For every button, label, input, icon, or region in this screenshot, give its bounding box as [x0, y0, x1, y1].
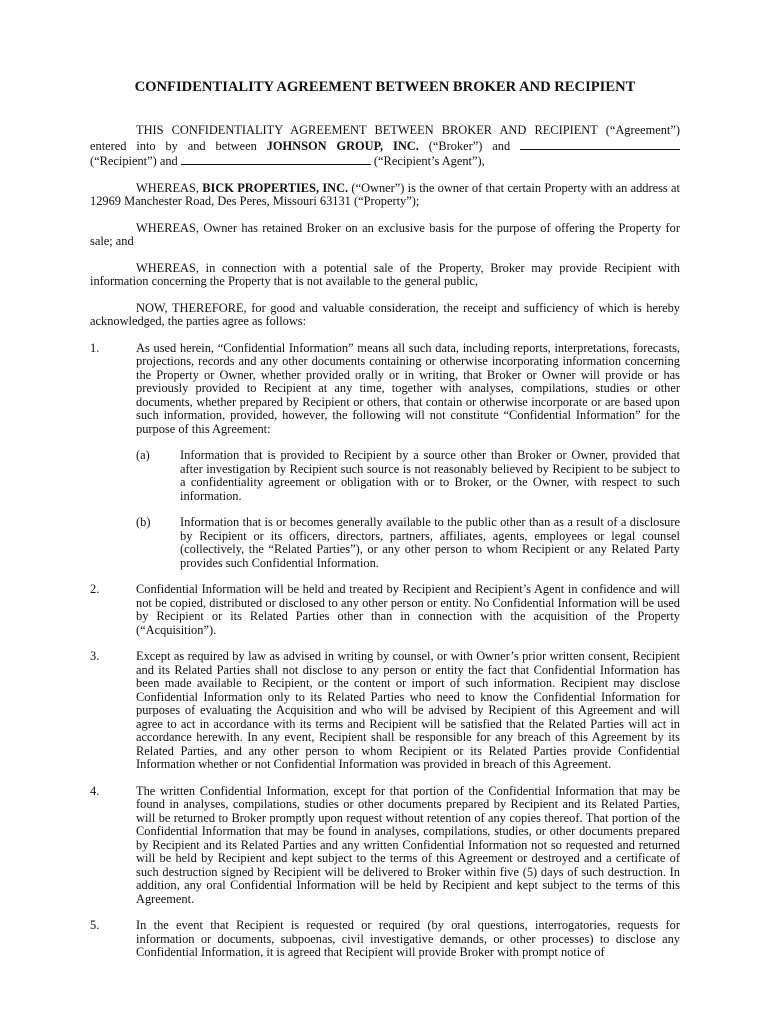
sub-item-text: Information that is or becomes generally available to the public other than as a result of a disclosure by Recipient or its officers, directors, partners, affiliates, agents, employees or legal counsel (collectively, the “Related Parties”), or any other person to whom Recipient or any Related Party provides such Confidential Information. [180, 515, 680, 570]
whereas-owner-paragraph [90, 182, 680, 209]
intro-paragraph [90, 124, 680, 169]
item-body [136, 785, 680, 907]
item-number: 2. [90, 582, 100, 596]
item-body [136, 583, 680, 637]
item-body [136, 342, 680, 571]
whereas-broker-paragraph: WHEREAS, Owner has retained Broker on an exclusive basis for the purpose of offering the Property for sale; and [90, 220, 680, 248]
intro-text-2: (“Broker”) and [418, 138, 521, 153]
document-title: CONFIDENTIALITY AGREEMENT BETWEEN BROKER AND RECIPIENT [134, 79, 636, 95]
sub-item-letter: (b) [136, 515, 151, 529]
item-text: Confidential Information will be held and treated by Recipient and Recipient’s Agent in confidence and will not be copied, distributed or disclosed to any other person or entity. No Confidential Information will be used by Recipient or its Related Parties other than in connection with the acquisition of the Property (“Acquisition”). [136, 582, 680, 637]
list-item [90, 919, 680, 960]
intro-text-3: (“Recipient”) and [90, 154, 181, 168]
owner-name: BICK PROPERTIES, INC. [202, 180, 349, 195]
list-item [90, 342, 680, 571]
recipient-agent-blank[interactable] [181, 153, 371, 165]
list-item [90, 785, 680, 907]
broker-name: JOHNSON GROUP, INC. [266, 138, 419, 153]
item-number: 1. [90, 340, 100, 355]
recipient-name-blank[interactable] [520, 138, 680, 150]
list-item [90, 583, 680, 637]
item-text: The written Confidential Information, except for that portion of the Confidential Information that may be found in analyses, compilations, studies or other documents prepared by Recipient and its Related Parties, will be returned to Broker promptly upon request without retention of any copies thereof. That portion of the Confidential Information that may be found in analyses, compilations, studies, or other documents prepared by Recipient and its Related Parties and any written Confidential Information not so requested and returned will be held by Recipient and kept subject to the terms of this Agreement or destroyed and a certificate of such destruction signed by Recipient will be delivered to Broker within five (5) days of such destruction. In addition, any oral Confidential Information will be held by Recipient and kept subject to the terms of this Agreement. [136, 783, 680, 906]
item-text: In the event that Recipient is requested or required (by oral questions, interrogatories, requests for information or documents, subpoenas, civil investigative demands, or other processes) to disclose any Confidential Information, it is agreed that Recipient will provide Broker with prompt notice of [136, 918, 680, 959]
sub-item [136, 516, 680, 570]
whereas1-text-1: WHEREAS, [136, 180, 203, 195]
item-number: 3. [90, 649, 100, 663]
sub-item [136, 449, 680, 503]
item-text: As used herein, “Confidential Information” means all such data, including reports, interpretations, forecasts, projections, records and any other documents containing or otherwise incorporating information concerning the Property or Owner, whether provided orally or in writing, that Broker or Owner will provide or has previously provided to Recipient at any time, together with analyses, compilations, studies or other documents, whether prepared by Recipient or others, that contain or otherwise incorporate or are based upon such information, provided, however, the following will not constitute “Confidential Information” for the purpose of this Agreement: [136, 340, 680, 436]
item-number: 4. [90, 783, 100, 798]
intro-text-4: (“Recipient’s Agent”), [370, 154, 485, 168]
now-therefore-paragraph: NOW, THEREFORE, for good and valuable consideration, the receipt and sufficiency of which is hereby acknowledged, the parties agree as follows: [90, 300, 680, 328]
item-number: 5. [90, 918, 100, 932]
whereas1-text-2: (“Owner”) is the owner of that certain Property with an address at 12969 Manchester Road, Des Peres, Missouri 63131 (“Property”); [90, 180, 680, 208]
intro-text-1: THIS CONFIDENTIALITY AGREEMENT BETWEEN BROKER AND RECIPIENT (“Agreement”) entered into by and between [90, 123, 680, 153]
item-body [136, 650, 680, 772]
item-text: Except as required by law as advised in writing by counsel, or with Owner’s prior written consent, Recipient and its Related Parties shall not disclose to any person or entity the fact that Confidential Information has been made available to Recipient, or the content or import of such information. Recipient may disclose Confidential Information only to its Related Parties who need to know the Confidential Information for purposes of evaluating the Acquisition and who will be advised by Recipient of this Agreement and will agree to act in accordance with its terms and Recipient will be satisfied that the Related Parties will act in accordance herewith. In any event, Recipient shall be responsible for any breach of this Agreement by its Related Parties, and any other person to whom Recipient or its Related Parties provide Confidential Information whether or not Confidential Information was provided in breach of this Agreement. [136, 649, 680, 771]
sub-item-letter: (a) [136, 448, 150, 462]
whereas-sale-paragraph: WHEREAS, in connection with a potential sale of the Property, Broker may provide Recipient with information concerning the Property that is not available to the general public, [90, 260, 680, 288]
item-body [136, 919, 680, 960]
list-item [90, 650, 680, 772]
sub-item-text: Information that is provided to Recipient by a source other than Broker or Owner, provided that after investigation by Recipient such source is not reasonably believed by Recipient to be subject to a confidentiality agreement or obligation with or to Broker, or the Owner, with respect to such information. [180, 448, 680, 503]
